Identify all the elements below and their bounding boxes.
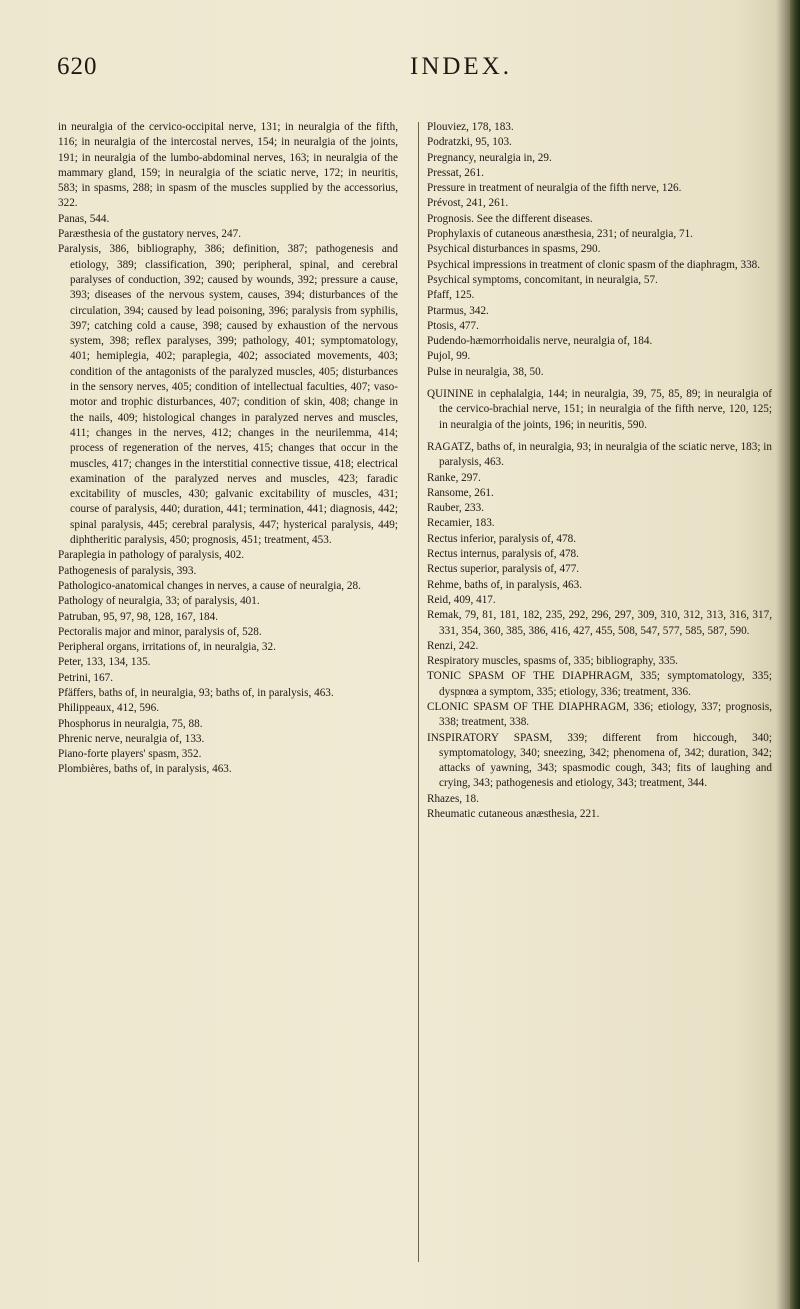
index-entry: Philippeaux, 412, 596. [58,702,159,715]
index-entry: Pujol, 99. [427,350,471,363]
index-entry: Pudendo-hæmorrhoidalis nerve, neuralgia of, 184. [427,335,653,348]
index-entry: Ransome, 261. [427,486,494,499]
index-entry: Pressure in treatment of neuralgia of the fifth nerve, 126. [427,182,682,195]
index-column-left [58,120,398,778]
index-entry: Peripheral organs, irritations of, in neuralgia, 32. [58,641,276,654]
index-entry: Pathogenesis of paralysis, 393. [58,564,197,577]
page-number: 620 [57,53,98,80]
index-entry: Reid, 409, 417. [427,593,496,606]
running-head: INDEX. [410,53,513,80]
index-entry: Renzi, 242. [427,639,479,652]
index-entry: Patruban, 95, 97, 98, 128, 167, 184. [58,610,219,623]
index-entry: RAGATZ, baths of, in neuralgia, 93; in neuralgia of the sciatic nerve, 183; in paralysis, 463. [427,440,772,469]
index-entry: Petrini, 167. [58,671,114,684]
index-entry: Rauber, 233. [427,502,485,515]
index-entry: Pfäffers, baths of, in neuralgia, 93; baths of, in paralysis, 463. [58,686,334,699]
index-entry: Rectus inferior, paralysis of, 478. [427,532,576,545]
index-entry: Rehme, baths of, in paralysis, 463. [427,578,583,591]
index-entry: Recamier, 183. [427,517,495,530]
index-entry: Pfaff, 125. [427,289,475,302]
index-entry: Podratzki, 95, 103. [427,136,512,149]
index-entry: Pathologico-anatomical changes in nerves, a cause of neuralgia, 28. [58,579,361,592]
index-entry: Prophylaxis of cutaneous anæsthesia, 231; of neuralgia, 71. [427,228,693,241]
index-entry: Piano-forte players' spasm, 352. [58,748,202,761]
index-entry: Psychical disturbances in spasms, 290. [427,243,601,256]
index-entry: Paræsthesia of the gustatory nerves, 247. [58,228,242,241]
index-entry: Ptosis, 477. [427,319,479,332]
index-entry: Ptarmus, 342. [427,304,489,317]
index-entry: Phosphorus in neuralgia, 75, 88. [58,717,203,730]
index-entry: Rectus internus, paralysis of, 478. [427,548,579,561]
index-entry: Pulse in neuralgia, 38, 50. [427,365,544,378]
page-header [30,53,768,89]
index-entry: Ranke, 297. [427,471,481,484]
index-entry: Paraplegia in pathology of paralysis, 402. [58,549,245,562]
index-entry: Rectus superior, paralysis of, 477. [427,563,580,576]
index-entry: Peter, 133, 134, 135. [58,656,151,669]
index-entry: Pressat, 261. [427,166,484,179]
index-entry: in neuralgia of the cervico-occipital nerve, 131; in neuralgia of the fifth, 116; in neuralgia of the intercostal nerves, 154; in neuralgia of the joints, 191; in neuralgia of the lumbo-abdominal nerves, 163; in neuralgia of the mammary gland, 159; in neuralgia of the sciatic nerve, 172; in neuritis, 583; in spasms, 288; in spasm of the muscles supplied by the accessorius, 322. [58,121,398,210]
index-column-right [427,120,772,822]
index-entry: Prognosis. See the different diseases. [427,212,593,225]
column-divider [418,122,419,1262]
index-entry: Panas, 544. [58,212,110,225]
index-entry: Plouviez, 178, 183. [427,121,514,133]
index-entry: Psychical symptoms, concomitant, in neuralgia, 57. [427,273,658,286]
index-entry: Rheumatic cutaneous anæsthesia, 221. [427,808,600,821]
index-entry: Pregnancy, neuralgia in, 29. [427,151,552,164]
index-entry: Plombières, baths of, in paralysis, 463. [58,763,232,776]
index-entry: Remak, 79, 81, 181, 182, 235, 292, 296, 297, 309, 310, 312, 313, 316, 317, 331, 354, 360, 385, 386, 416, 427, 455, 508, 547, 577, 585, 587, 590. [427,609,772,637]
index-entry: INSPIRATORY SPASM, 339; different from hiccough, 340; symptomatology, 340; sneezing, 342; phenomena of, 342; duration, 342; attacks of yawning, 343; spasmodic cough, 343; fits of laughing and crying, 343; pathogenesis and etiology, 343; treatment, 344. [427,731,772,790]
index-entry: TONIC SPASM OF THE DIAPHRAGM, 335; symptomatology, 335; dyspnœa a symptom, 335; etiology, 336; treatment, 336. [427,670,772,698]
index-entry: QUININE in cephalalgia, 144; in neuralgia, 39, 75, 85, 89; in neuralgia of the cervico-brachial nerve, 151; in neuralgia of the fifth nerve, 120, 125; in neuralgia of the joints, 196; in neuritis, 590. [427,388,772,431]
index-entry: Pectoralis major and minor, paralysis of, 528. [58,625,262,638]
index-entry: CLONIC SPASM OF THE DIAPHRAGM, 336; etiology, 337; prognosis, 338; treatment, 338. [427,700,772,729]
index-entry: Pathology of neuralgia, 33; of paralysis, 401. [58,595,260,608]
binding-edge [790,0,800,1309]
index-entry: Rhazes, 18. [427,792,479,805]
index-entry: Phrenic nerve, neuralgia of, 133. [58,732,205,745]
index-entry: Prévost, 241, 261. [427,197,509,210]
index-entry: Psychical impressions in treatment of clonic spasm of the diaphragm, 338. [427,258,761,271]
index-entry: Respiratory muscles, spasms of, 335; bibliography, 335. [427,655,678,668]
index-entry: Paralysis, 386, bibliography, 386; definition, 387; pathogenesis and etiology, 389; classification, 390; peripheral, spinal, and cerebral paralyses of conduction, 392; caused by wounds, 392; pressure a cause, 393; diseases of the nervous system, causes, 394; disturbances of the circulation, 394; caused by lead poisoning, 396; paralysis from syphilis, 397; catching cold a cause, 398; caused by exhaustion of the nervous system, 398; reflex paralyses, 399; pathology, 401; symptomatology, 401; hemiplegia, 402; paraplegia, 402; associated movements, 403; condition of the antagonists of the paralyzed muscles, 405; disturbances in the sensory nerves, 405; condition of intellectual faculties, 407; vaso-motor and trophic disturbances, 407; condition of skin, 408; change in the nails, 409; histological changes in paralyzed nerves and muscles, 411; changes in the nerves, 412; changes in the neurilemma, 414; process of regeneration of the nerves, 415; changes that occur in the muscles, 417; changes in the interstitial connective tissue, 418; electrical examination of the paralyzed nerves and muscles, 423; faradic excitability of muscles, 430; galvanic excitability of muscles, 431; course of paralysis, 440; duration, 441; termination, 441; diagnosis, 442; spinal paralysis, 445; cerebral paralysis, 447; hysterical paralysis, 449; diphtheritic paralysis, 450; prognosis, 451; treatment, 453. [58,243,398,547]
